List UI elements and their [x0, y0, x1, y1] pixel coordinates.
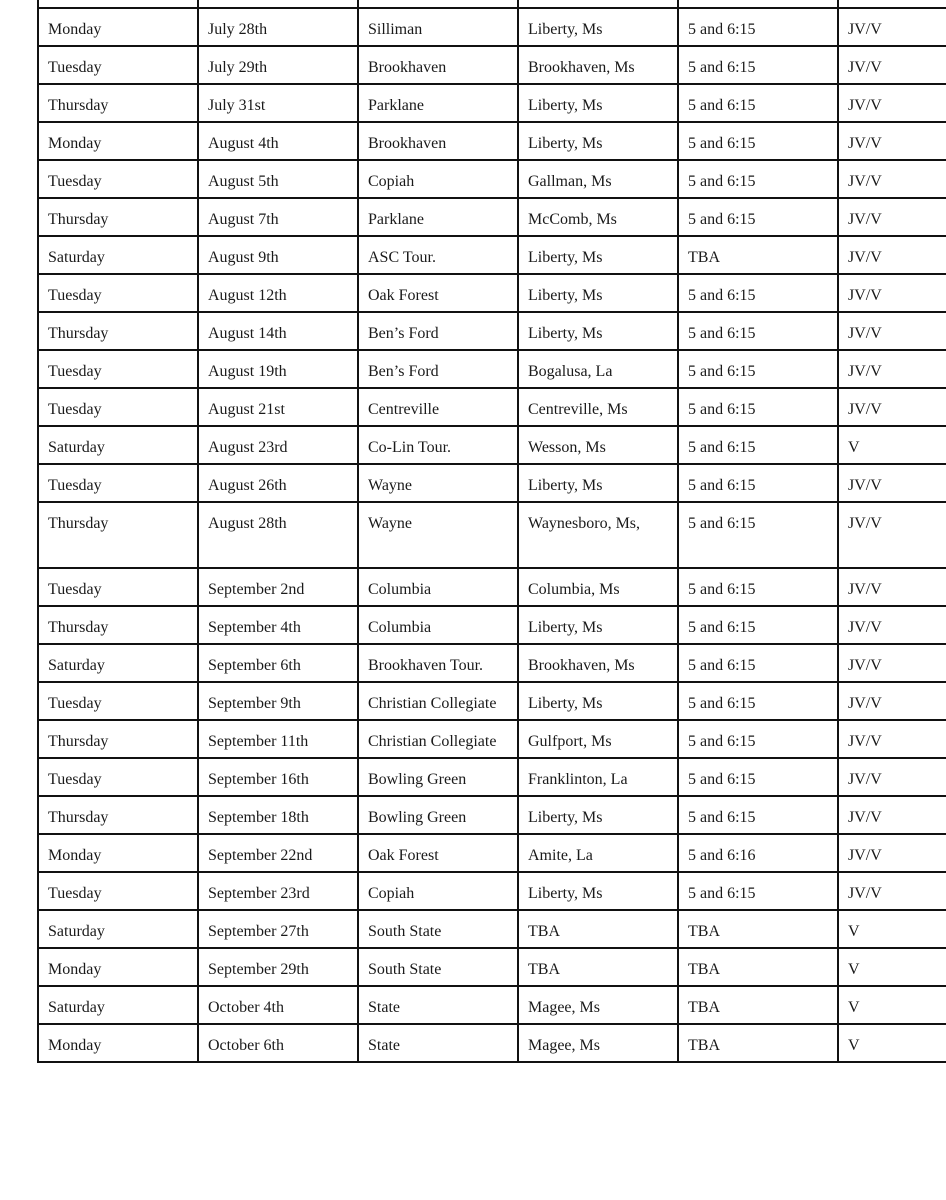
- table-row: [38, 568, 946, 606]
- level-cell: JV/V: [838, 568, 946, 606]
- date-cell: September 22nd: [198, 834, 358, 872]
- table-row: [38, 644, 946, 682]
- opponent-cell: Brookhaven: [358, 46, 518, 84]
- table-row: [38, 834, 946, 872]
- opponent-cell: Columbia: [358, 568, 518, 606]
- opponent-cell: Copiah: [358, 872, 518, 910]
- location-cell: Liberty, Ms: [518, 8, 678, 46]
- level-cell: JV/V: [838, 682, 946, 720]
- opponent-cell: Silliman: [358, 8, 518, 46]
- location-cell: Liberty, Ms: [518, 312, 678, 350]
- table-row: [38, 872, 946, 910]
- location-cell: Liberty, Ms: [518, 682, 678, 720]
- table-row: [38, 312, 946, 350]
- time-cell: 5 and 6:15: [678, 644, 838, 682]
- level-cell: JV/V: [838, 350, 946, 388]
- time-cell: 5 and 6:15: [678, 350, 838, 388]
- opponent-cell: ASC Tour.: [358, 236, 518, 274]
- level-cell: JV/V: [838, 84, 946, 122]
- table-cell: [518, 0, 678, 8]
- location-cell: Franklinton, La: [518, 758, 678, 796]
- table-row: [38, 426, 946, 464]
- day-cell: Tuesday: [38, 464, 198, 502]
- time-cell: 5 and 6:15: [678, 122, 838, 160]
- day-cell: Thursday: [38, 312, 198, 350]
- location-cell: TBA: [518, 910, 678, 948]
- opponent-cell: State: [358, 1024, 518, 1062]
- day-cell: Saturday: [38, 426, 198, 464]
- time-cell: TBA: [678, 948, 838, 986]
- location-cell: Brookhaven, Ms: [518, 46, 678, 84]
- opponent-cell: Oak Forest: [358, 834, 518, 872]
- level-cell: JV/V: [838, 644, 946, 682]
- date-cell: August 21st: [198, 388, 358, 426]
- table-row: [38, 464, 946, 502]
- time-cell: 5 and 6:15: [678, 274, 838, 312]
- time-cell: 5 and 6:15: [678, 872, 838, 910]
- location-cell: Gallman, Ms: [518, 160, 678, 198]
- day-cell: Thursday: [38, 198, 198, 236]
- table-row: [38, 160, 946, 198]
- time-cell: 5 and 6:15: [678, 758, 838, 796]
- day-cell: Tuesday: [38, 758, 198, 796]
- date-cell: September 11th: [198, 720, 358, 758]
- date-cell: August 9th: [198, 236, 358, 274]
- opponent-cell: South State: [358, 948, 518, 986]
- time-cell: TBA: [678, 1024, 838, 1062]
- location-cell: Liberty, Ms: [518, 464, 678, 502]
- date-cell: August 26th: [198, 464, 358, 502]
- date-cell: October 6th: [198, 1024, 358, 1062]
- location-cell: Columbia, Ms: [518, 568, 678, 606]
- location-cell: Liberty, Ms: [518, 872, 678, 910]
- time-cell: 5 and 6:15: [678, 720, 838, 758]
- day-cell: Tuesday: [38, 274, 198, 312]
- time-cell: 5 and 6:15: [678, 312, 838, 350]
- day-cell: Tuesday: [38, 682, 198, 720]
- opponent-cell: Christian Collegiate: [358, 720, 518, 758]
- opponent-cell: Wayne: [358, 502, 518, 568]
- location-cell: Liberty, Ms: [518, 274, 678, 312]
- level-cell: V: [838, 910, 946, 948]
- level-cell: JV/V: [838, 274, 946, 312]
- day-cell: Tuesday: [38, 46, 198, 84]
- location-cell: McComb, Ms: [518, 198, 678, 236]
- table-row: [38, 720, 946, 758]
- level-cell: JV/V: [838, 872, 946, 910]
- opponent-cell: Bowling Green: [358, 758, 518, 796]
- table-row: [38, 350, 946, 388]
- level-cell: JV/V: [838, 236, 946, 274]
- table-cell: [838, 0, 946, 8]
- date-cell: September 27th: [198, 910, 358, 948]
- date-cell: September 2nd: [198, 568, 358, 606]
- location-cell: Centreville, Ms: [518, 388, 678, 426]
- opponent-cell: Wayne: [358, 464, 518, 502]
- location-cell: Magee, Ms: [518, 1024, 678, 1062]
- time-cell: 5 and 6:15: [678, 568, 838, 606]
- table-row: [38, 122, 946, 160]
- schedule-table: [37, 0, 946, 1063]
- opponent-cell: Columbia: [358, 606, 518, 644]
- opponent-cell: Parklane: [358, 84, 518, 122]
- location-cell: Gulfport, Ms: [518, 720, 678, 758]
- date-cell: August 7th: [198, 198, 358, 236]
- table-row: [38, 502, 946, 568]
- day-cell: Tuesday: [38, 160, 198, 198]
- time-cell: 5 and 6:15: [678, 682, 838, 720]
- day-cell: Monday: [38, 834, 198, 872]
- table-row: [38, 1024, 946, 1062]
- level-cell: JV/V: [838, 46, 946, 84]
- opponent-cell: Ben’s Ford: [358, 350, 518, 388]
- level-cell: JV/V: [838, 464, 946, 502]
- date-cell: August 28th: [198, 502, 358, 568]
- date-cell: August 5th: [198, 160, 358, 198]
- opponent-cell: Oak Forest: [358, 274, 518, 312]
- location-cell: Magee, Ms: [518, 986, 678, 1024]
- location-cell: Liberty, Ms: [518, 236, 678, 274]
- time-cell: 5 and 6:16: [678, 834, 838, 872]
- level-cell: V: [838, 986, 946, 1024]
- table-cell: [358, 0, 518, 8]
- time-cell: 5 and 6:15: [678, 502, 838, 568]
- level-cell: V: [838, 1024, 946, 1062]
- level-cell: JV/V: [838, 758, 946, 796]
- schedule-table-body: [38, 0, 946, 1062]
- time-cell: 5 and 6:15: [678, 606, 838, 644]
- date-cell: August 14th: [198, 312, 358, 350]
- table-row: [38, 8, 946, 46]
- time-cell: 5 and 6:15: [678, 796, 838, 834]
- opponent-cell: Co-Lin Tour.: [358, 426, 518, 464]
- location-cell: Liberty, Ms: [518, 84, 678, 122]
- day-cell: Tuesday: [38, 872, 198, 910]
- opponent-cell: State: [358, 986, 518, 1024]
- table-cell: [678, 0, 838, 8]
- time-cell: 5 and 6:15: [678, 46, 838, 84]
- table-row: [38, 274, 946, 312]
- date-cell: August 12th: [198, 274, 358, 312]
- time-cell: TBA: [678, 986, 838, 1024]
- day-cell: Thursday: [38, 796, 198, 834]
- day-cell: Tuesday: [38, 388, 198, 426]
- time-cell: 5 and 6:15: [678, 426, 838, 464]
- opponent-cell: Centreville: [358, 388, 518, 426]
- location-cell: Amite, La: [518, 834, 678, 872]
- level-cell: JV/V: [838, 198, 946, 236]
- level-cell: JV/V: [838, 834, 946, 872]
- table-row: [38, 388, 946, 426]
- opponent-cell: Ben’s Ford: [358, 312, 518, 350]
- opponent-cell: Brookhaven Tour.: [358, 644, 518, 682]
- table-cell: [38, 0, 198, 8]
- day-cell: Tuesday: [38, 350, 198, 388]
- time-cell: 5 and 6:15: [678, 388, 838, 426]
- day-cell: Thursday: [38, 84, 198, 122]
- time-cell: TBA: [678, 910, 838, 948]
- table-row: [38, 84, 946, 122]
- table-row: [38, 986, 946, 1024]
- date-cell: September 23rd: [198, 872, 358, 910]
- level-cell: JV/V: [838, 502, 946, 568]
- date-cell: September 16th: [198, 758, 358, 796]
- day-cell: Monday: [38, 948, 198, 986]
- table-row: [38, 758, 946, 796]
- time-cell: TBA: [678, 236, 838, 274]
- level-cell: JV/V: [838, 160, 946, 198]
- location-cell: Liberty, Ms: [518, 606, 678, 644]
- day-cell: Thursday: [38, 720, 198, 758]
- time-cell: 5 and 6:15: [678, 464, 838, 502]
- day-cell: Tuesday: [38, 568, 198, 606]
- date-cell: October 4th: [198, 986, 358, 1024]
- time-cell: 5 and 6:15: [678, 198, 838, 236]
- day-cell: Saturday: [38, 910, 198, 948]
- location-cell: Brookhaven, Ms: [518, 644, 678, 682]
- date-cell: July 29th: [198, 46, 358, 84]
- time-cell: 5 and 6:15: [678, 84, 838, 122]
- location-cell: Wesson, Ms: [518, 426, 678, 464]
- table-row: [38, 796, 946, 834]
- date-cell: September 9th: [198, 682, 358, 720]
- level-cell: JV/V: [838, 8, 946, 46]
- day-cell: Thursday: [38, 606, 198, 644]
- date-cell: September 29th: [198, 948, 358, 986]
- table-row: [38, 948, 946, 986]
- date-cell: July 31st: [198, 84, 358, 122]
- date-cell: September 18th: [198, 796, 358, 834]
- day-cell: Saturday: [38, 644, 198, 682]
- time-cell: 5 and 6:15: [678, 160, 838, 198]
- level-cell: V: [838, 426, 946, 464]
- level-cell: JV/V: [838, 122, 946, 160]
- date-cell: August 23rd: [198, 426, 358, 464]
- opponent-cell: South State: [358, 910, 518, 948]
- day-cell: Thursday: [38, 502, 198, 568]
- location-cell: TBA: [518, 948, 678, 986]
- table-row: [38, 46, 946, 84]
- date-cell: July 28th: [198, 8, 358, 46]
- table-cell: [198, 0, 358, 8]
- opponent-cell: Parklane: [358, 198, 518, 236]
- opponent-cell: Brookhaven: [358, 122, 518, 160]
- location-cell: Waynesboro, Ms,: [518, 502, 678, 568]
- opponent-cell: Christian Collegiate: [358, 682, 518, 720]
- table-row: [38, 236, 946, 274]
- date-cell: September 6th: [198, 644, 358, 682]
- table-row: [38, 606, 946, 644]
- level-cell: JV/V: [838, 720, 946, 758]
- day-cell: Monday: [38, 1024, 198, 1062]
- day-cell: Monday: [38, 122, 198, 160]
- table-row-partial: [38, 0, 946, 8]
- date-cell: August 4th: [198, 122, 358, 160]
- date-cell: August 19th: [198, 350, 358, 388]
- location-cell: Liberty, Ms: [518, 122, 678, 160]
- level-cell: JV/V: [838, 312, 946, 350]
- table-row: [38, 910, 946, 948]
- level-cell: JV/V: [838, 606, 946, 644]
- time-cell: 5 and 6:15: [678, 8, 838, 46]
- table-row: [38, 198, 946, 236]
- opponent-cell: Copiah: [358, 160, 518, 198]
- table-row: [38, 682, 946, 720]
- level-cell: JV/V: [838, 388, 946, 426]
- day-cell: Saturday: [38, 236, 198, 274]
- date-cell: September 4th: [198, 606, 358, 644]
- level-cell: JV/V: [838, 796, 946, 834]
- location-cell: Liberty, Ms: [518, 796, 678, 834]
- opponent-cell: Bowling Green: [358, 796, 518, 834]
- location-cell: Bogalusa, La: [518, 350, 678, 388]
- day-cell: Monday: [38, 8, 198, 46]
- day-cell: Saturday: [38, 986, 198, 1024]
- level-cell: V: [838, 948, 946, 986]
